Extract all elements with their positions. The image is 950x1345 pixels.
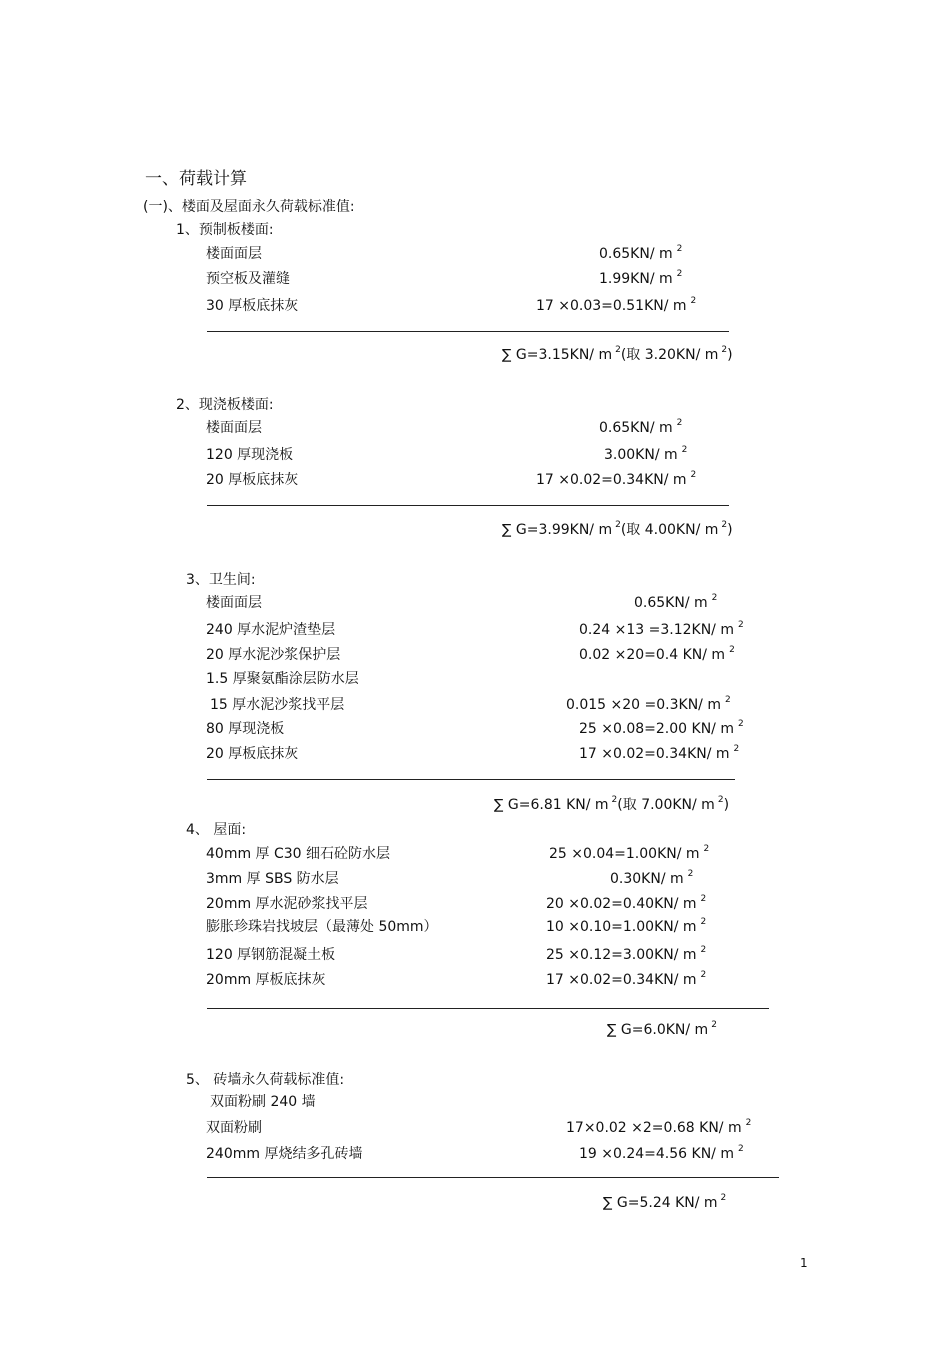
- item-value: 25 ×0.08=2.00 KN/ m $^2$: [579, 719, 744, 737]
- item-label: 双面粉刷: [206, 1120, 262, 1136]
- item-value: 20 ×0.02=0.40KN/ m $^2$: [546, 894, 707, 912]
- section-subheading: 双面粉刷 240 墙: [210, 1094, 316, 1110]
- item-label: 20mm 厚板底抹灰: [206, 972, 326, 988]
- page-title: 一、荷载计算: [145, 169, 247, 189]
- sum-divider: [207, 505, 729, 506]
- section-heading: 3、卫生间:: [186, 572, 256, 588]
- sum-divider: [207, 779, 735, 780]
- section-heading: 4、 屋面:: [186, 822, 247, 838]
- item-value: 0.65KN/ m $^2$: [599, 244, 683, 262]
- item-label: 预空板及灌缝: [206, 271, 290, 287]
- sum-total: ∑ G=5.24 KN/ m $^2$: [603, 1193, 727, 1211]
- item-value: 25 ×0.04=1.00KN/ m $^2$: [549, 844, 710, 862]
- item-value: 3.00KN/ m $^2$: [604, 445, 688, 463]
- section-heading: 2、现浇板楼面:: [176, 397, 274, 413]
- item-label: 120 厚现浇板: [206, 447, 294, 463]
- item-value: 17 ×0.02=0.34KN/ m $^2$: [536, 470, 697, 488]
- item-label: 120 厚钢筋混凝土板: [206, 947, 336, 963]
- section-subtitle: (一)、楼面及屋面永久荷载标准值:: [143, 199, 355, 215]
- item-value: 0.24 ×13 =3.12KN/ m $^2$: [579, 620, 744, 638]
- item-label: 楼面面层: [206, 595, 262, 611]
- sum-divider: [207, 1008, 769, 1009]
- sum-total: ∑ G=3.99KN/ m $^2$(取 4.00KN/ m $^2$): [502, 520, 733, 538]
- item-value: 0.02 ×20=0.4 KN/ m $^2$: [579, 645, 735, 663]
- item-value: 0.65KN/ m $^2$: [634, 593, 718, 611]
- item-value: 17 ×0.02=0.34KN/ m $^2$: [579, 744, 740, 762]
- sum-total: ∑ G=6.0KN/ m $^2$: [607, 1020, 717, 1038]
- sum-divider: [207, 331, 729, 332]
- sum-total: ∑ G=3.15KN/ m $^2$(取 3.20KN/ m $^2$): [502, 345, 733, 363]
- item-value: 0.015 ×20 =0.3KN/ m $^2$: [566, 695, 731, 713]
- item-label: 40mm 厚 C30 细石砼防水层: [206, 846, 391, 862]
- item-label: 楼面面层: [206, 246, 262, 262]
- section-heading: 5、 砖墙永久荷载标准值:: [186, 1072, 345, 1088]
- page-number: 1: [800, 1256, 808, 1270]
- item-label: 80 厚现浇板: [206, 721, 285, 737]
- item-label: 20 厚板底抹灰: [206, 746, 299, 762]
- item-value: 1.99KN/ m $^2$: [599, 269, 683, 287]
- item-value: 17 ×0.02=0.34KN/ m $^2$: [546, 970, 707, 988]
- sum-total: ∑ G=6.81 KN/ m $^2$(取 7.00KN/ m $^2$): [494, 795, 730, 813]
- item-value: 25 ×0.12=3.00KN/ m $^2$: [546, 945, 707, 963]
- item-value: 0.65KN/ m $^2$: [599, 418, 683, 436]
- item-label: 3mm 厚 SBS 防水层: [206, 871, 339, 887]
- item-label: 膨胀珍珠岩找坡层（最薄处 50mm）: [206, 919, 438, 935]
- item-label: 240 厚水泥炉渣垫层: [206, 622, 336, 638]
- item-label: 15 厚水泥沙浆找平层: [210, 697, 345, 713]
- item-value: 19 ×0.24=4.56 KN/ m $^2$: [579, 1144, 744, 1162]
- item-label: 240mm 厚烧结多孔砖墙: [206, 1146, 363, 1162]
- item-label: 30 厚板底抹灰: [206, 298, 299, 314]
- item-value: 17 ×0.03=0.51KN/ m $^2$: [536, 296, 697, 314]
- item-value: 0.30KN/ m $^2$: [610, 869, 694, 887]
- item-label: 20 厚板底抹灰: [206, 472, 299, 488]
- section-heading: 1、预制板楼面:: [176, 222, 274, 238]
- sum-divider: [207, 1177, 779, 1178]
- item-label: 20 厚水泥沙浆保护层: [206, 647, 341, 663]
- item-label: 1.5 厚聚氨酯涂层防水层: [206, 671, 359, 687]
- item-value: 10 ×0.10=1.00KN/ m $^2$: [546, 917, 707, 935]
- item-label: 楼面面层: [206, 420, 262, 436]
- item-value: 17×0.02 ×2=0.68 KN/ m $^2$: [566, 1118, 752, 1136]
- item-label: 20mm 厚水泥砂浆找平层: [206, 896, 368, 912]
